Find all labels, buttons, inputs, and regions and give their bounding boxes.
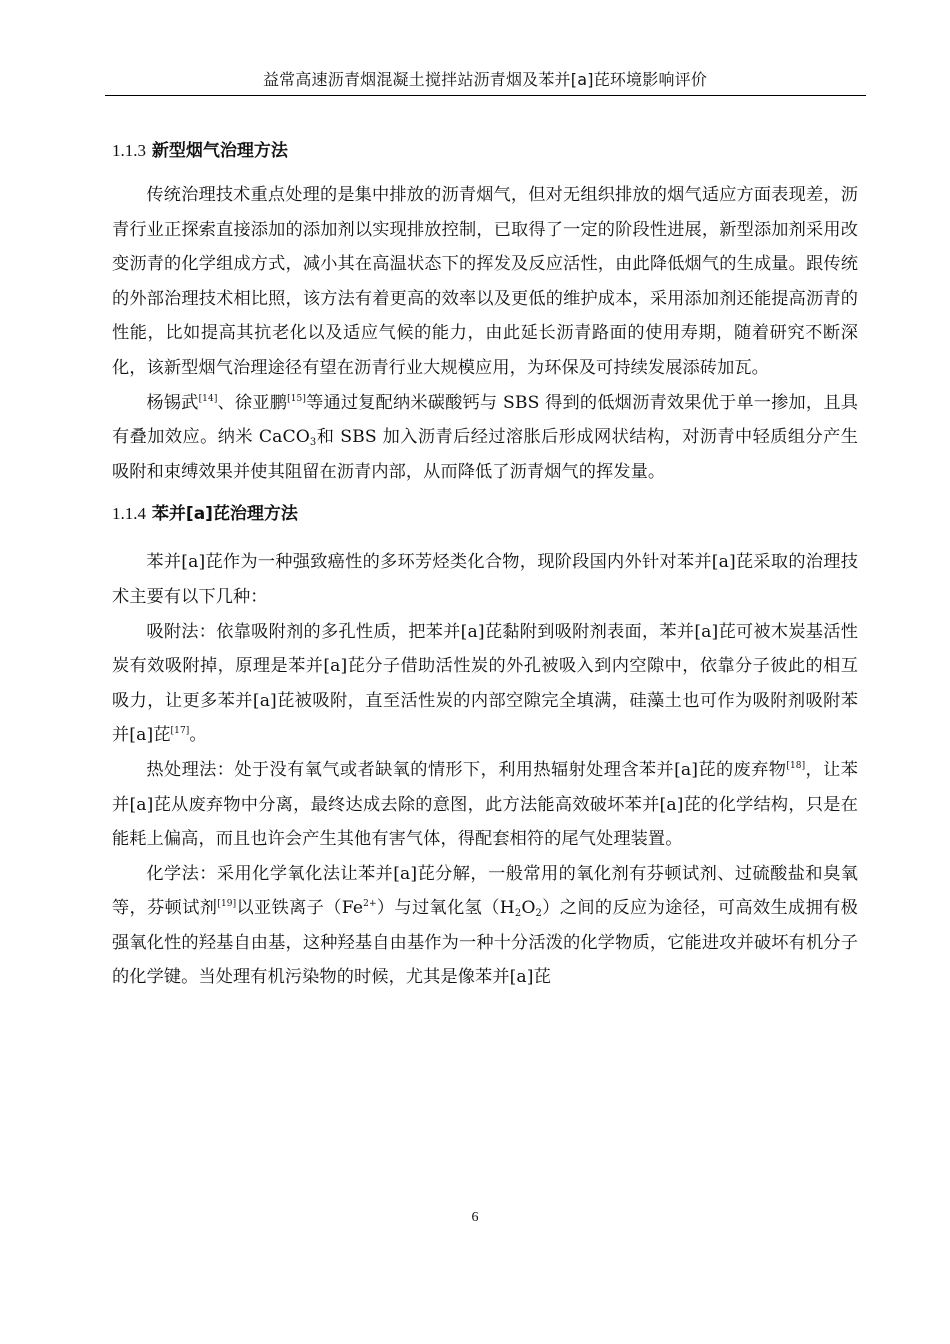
paragraph-chemical-method bbox=[112, 857, 858, 995]
subscript: 3 bbox=[309, 437, 317, 449]
text-run: 吸附法：依靠吸附剂的多孔性质，把苯并[a]芘黏附到吸附剂表面，苯并[a]芘可被木炭基活性炭有效吸附掉，原理是苯并[a]芘分子借助活性炭的外孔被吸入到内空隙中，依靠分子彼此的相互吸力，让更多苯并[a]芘被吸附，直至活性炭的内部空隙完全填满，硅藻土也可作为吸附剂吸附苯并[a]芘 bbox=[112, 621, 858, 746]
text-run: 杨锡武 bbox=[146, 392, 199, 413]
citation-ref: [17] bbox=[170, 726, 190, 737]
citation-ref: [19] bbox=[217, 899, 237, 910]
section-title: 苯并[a]芘治理方法 bbox=[151, 504, 298, 525]
subscript: 2 bbox=[535, 908, 542, 920]
section-title: 新型烟气治理方法 bbox=[151, 141, 288, 161]
text-run: ，让苯并[a]芘从废弃物中分离，最终达成去除的意图，此方法能高效破坏苯并[a]芘的化学结构，只是在能耗上偏高，而且也许会产生其他有害气体，得配套相符的尾气处理装置。 bbox=[112, 759, 858, 850]
text-run: 热处理法：处于没有氧气或者缺氧的情形下，利用热辐射处理含苯并[a]芘的废弃物 bbox=[146, 759, 787, 780]
text-run: O bbox=[521, 898, 536, 919]
citation-ref: [14] bbox=[198, 393, 218, 404]
text-run: 化学法：采用化学氧化法让苯并[a]芘分解，一般常用的氧化剂有芬顿试剂、过硫酸盐和臭氧等，芬顿试剂 bbox=[112, 863, 858, 919]
text-run: ）与过氧化氢（H bbox=[376, 898, 515, 919]
document-body bbox=[112, 134, 858, 995]
paragraph-low-smoke-asphalt bbox=[112, 386, 858, 490]
section-number: 1.1.4 bbox=[112, 504, 146, 524]
header-rule bbox=[105, 95, 866, 96]
citation-ref: [18] bbox=[786, 760, 806, 771]
section-heading-1-1-4 bbox=[112, 497, 858, 531]
superscript: 2+ bbox=[363, 899, 377, 910]
text-run: 以亚铁离子（Fe bbox=[236, 898, 364, 919]
section-heading-1-1-3 bbox=[112, 134, 858, 168]
running-header: 益常高速沥青烟混凝土搅拌站沥青烟及苯并[a]芘环境影响评价 bbox=[262, 70, 708, 89]
paragraph-bap-intro: 苯并[a]芘作为一种强致癌性的多环芳烃类化合物，现阶段国内外针对苯并[a]芘采取的治理技术主要有以下几种： bbox=[112, 552, 858, 607]
citation-ref: [15] bbox=[287, 393, 306, 404]
page-number: 6 bbox=[471, 1210, 479, 1225]
paragraph-adsorption-method bbox=[112, 615, 858, 753]
text-run: 、徐亚鹏 bbox=[217, 392, 288, 413]
text-run: 等通过复配纳米碳酸钙与 SBS 得到的低烟沥青效果优于单一掺加，且具有叠加效应。纳米 CaCO bbox=[112, 392, 858, 448]
subscript: 2 bbox=[514, 908, 522, 920]
paragraph-thermal-method bbox=[112, 753, 858, 857]
paragraph-traditional-treatment: 传统治理技术重点处理的是集中排放的沥青烟气，但对无组织排放的烟气适应方面表现差，沥青行业正探索直接添加的添加剂以实现排放控制，已取得了一定的阶段性进展，新型添加剂采用改变沥青的化学组成方式，减小其在高温状态下的挥发及反应活性，由此降低烟气的生成量。跟传统的外部治理技术相比照，该方法有着更高的效率以及更低的维护成本，采用添加剂还能提高沥青的性能，比如提高其抗老化以及适应气候的能力，由此延长沥青路面的使用寿期，随着研究不断深化，该新型烟气治理途径有望在沥青行业大规模应用，为环保及可持续发展添砖加瓦。 bbox=[112, 185, 858, 378]
text-run: 和 SBS 加入沥青后经过溶胀后形成网状结构，对沥青中轻质组分产生吸附和束缚效果并使其阻留在沥青内部，从而降低了沥青烟气的挥发量。 bbox=[112, 427, 858, 482]
text-run: 。 bbox=[189, 725, 207, 746]
section-number: 1.1.3 bbox=[112, 141, 146, 160]
text-run: ）之间的反应为途径，可高效生成拥有极强氧化性的羟基自由基，这种羟基自由基作为一种十分活泼的化学物质，它能进攻并破坏有机分子的化学键。当处理有机污染物的时候，尤其是像苯并[a]芘 bbox=[112, 898, 858, 988]
